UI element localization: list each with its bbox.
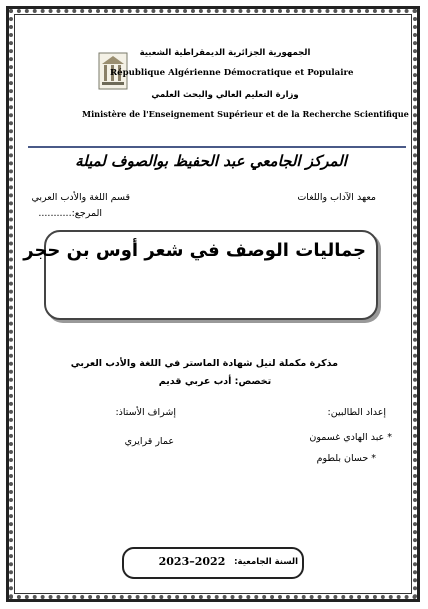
reference-field: المرجع:...........: [38, 208, 102, 219]
student-1: * عبد الهادي غسمون: [309, 432, 392, 443]
republic-arabic: الجمهورية الجزائرية الديمقراطية الشعبية: [139, 48, 311, 58]
ministry-french: Ministère de l'Enseignement Supérieur et de la Recherche Scientifique: [82, 109, 409, 119]
thesis-title: جماليات الوصف في شعر أوس بن حجر: [23, 240, 366, 261]
institute-name: معهد الآداب واللغات: [297, 192, 376, 203]
supervisor-label: إشراف الأستاذ:: [115, 407, 176, 418]
department-name: قسم اللغة والأدب العربي: [31, 192, 130, 203]
students-label: إعداد الطالبين:: [327, 407, 386, 418]
republic-french: République Algérienne Démocratique et Populaire: [110, 68, 354, 78]
academic-year-value: 2023–2022: [158, 555, 226, 568]
header-rule: [28, 146, 406, 148]
ministry-arabic: وزارة التعليم العالي والبحث العلمي: [151, 90, 299, 100]
specialty: تخصص: أدب عربي قديم: [158, 376, 272, 387]
supervisor-name: عمار قرايري: [124, 436, 174, 447]
memo-description: مذكرة مكملة لنيل شهادة الماستر في اللغة والأدب العربي: [70, 358, 338, 369]
academic-year-label: السنة الجامعية:: [234, 557, 298, 567]
university-name: المركز الجامعي عبد الحفيظ بوالصوف لميلة: [75, 152, 347, 170]
student-2: * حسان بلطوم: [316, 453, 376, 464]
